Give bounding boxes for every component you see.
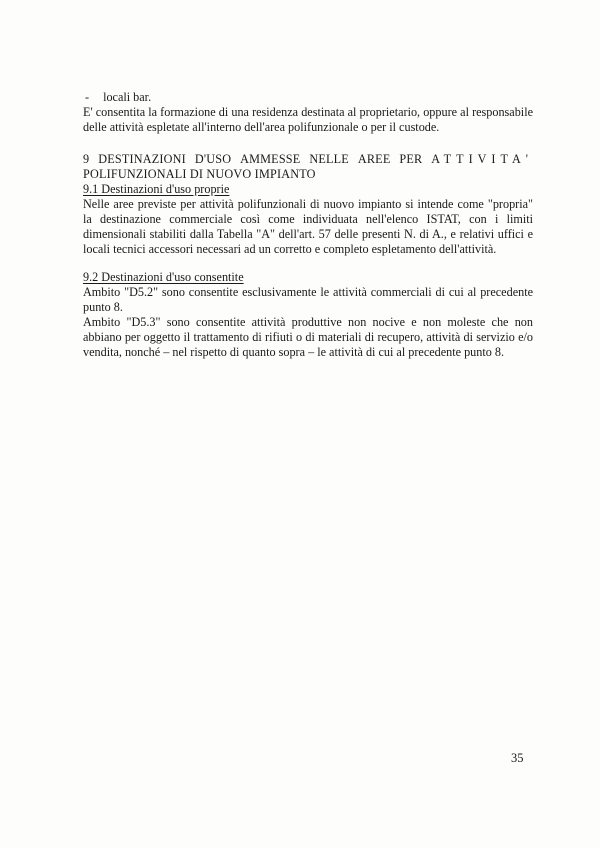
subsection-title-9-1: 9.1 Destinazioni d'uso proprie (83, 182, 230, 196)
list-item (85, 90, 533, 105)
subsection-title-9-2: 9.2 Destinazioni d'uso consentite (83, 270, 244, 284)
intro-paragraph: E' consentita la formazione di una residenza destinata al proprietario, oppure al responsabile delle attività espletate all'interno dell'area polifunzionale o per il custode. (83, 105, 533, 134)
heading-word: AREE (357, 152, 391, 166)
subsection-body-9-2-b: Ambito "D5.3" sono consentite attività produttive non nocive e non moleste che non abbiano per oggetto il trattamento di rifiuti o di materiali di recupero, attività di servizio e/o vendita, nonché – nel rispetto di quanto sopra – le attività di cui al precedente punto 8. (83, 315, 533, 359)
heading-word: D'USO (194, 152, 232, 166)
heading-word: NELLE (309, 152, 349, 166)
heading-word: DESTINAZIONI (98, 152, 186, 166)
page-number: 35 (511, 751, 524, 765)
bullet-text: locali bar. (103, 90, 152, 104)
section-heading-line1 (83, 152, 533, 167)
subsection-body-9-2-a: Ambito "D5.2" sono consentite esclusivamente le attività commerciali di cui al precedente punto 8. (83, 285, 533, 314)
heading-word: 9 (83, 152, 90, 166)
subsection-body-9-1: Nelle aree previste per attività polifunzionali di nuovo impianto si intende come "propria" la destinazione commerciale così come individuata nell'elenco ISTAT, con i limiti dimensionali stabiliti dalla Tabella "A" dell'art. 57 delle presenti N. di A., e relativi uffici e locali tecnici accessori necessari ad un corretto e completo espletamento dell'attività. (83, 197, 533, 256)
heading-word: ATTIVITA' (431, 152, 533, 166)
heading-word: PER (399, 152, 423, 166)
bullet-marker: - (85, 90, 90, 104)
page-content (83, 90, 533, 360)
spacer (83, 257, 533, 270)
section-heading-line2: POLIFUNZIONALI DI NUOVO IMPIANTO (83, 167, 316, 181)
heading-word: AMMESSE (240, 152, 301, 166)
section-heading (83, 152, 533, 182)
